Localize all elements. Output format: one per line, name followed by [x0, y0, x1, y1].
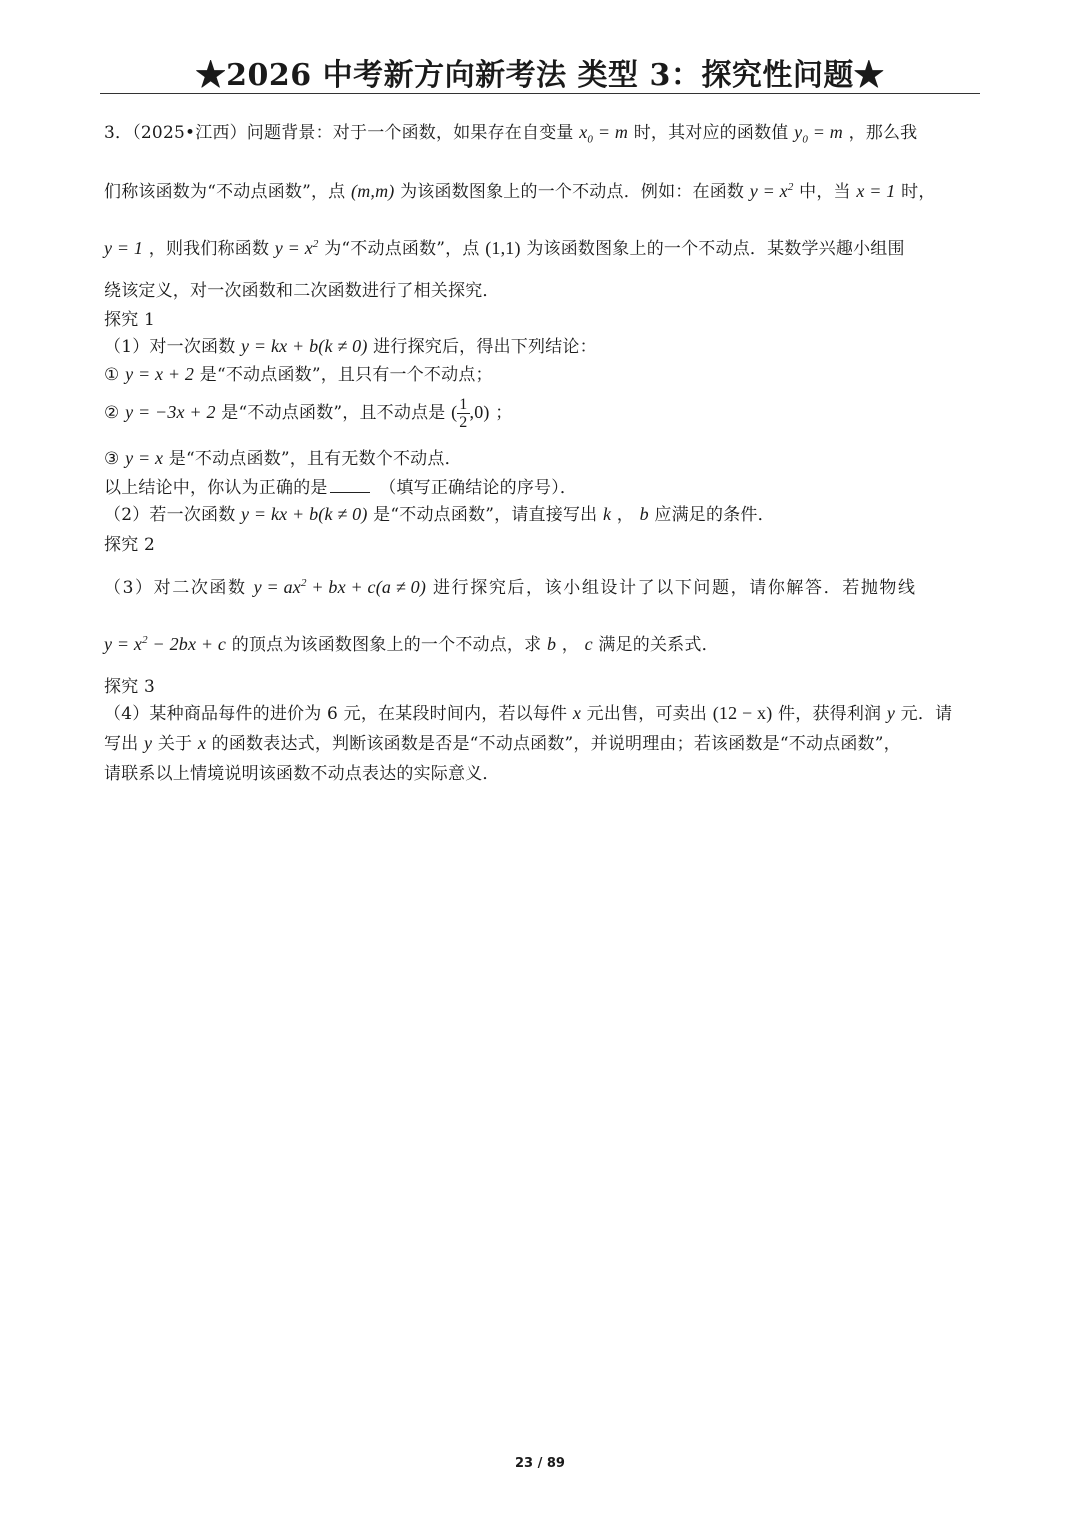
text: 为该函数图象上的一个不动点．某数学兴趣小组围	[526, 239, 905, 259]
page-number: 23 / 89	[515, 1456, 565, 1471]
text: 3．（2025•江西）问题背景：对于一个函数，如果存在自变量	[104, 123, 574, 143]
math-yx2: $y = x^2$	[274, 238, 319, 258]
text: 满足的关系式．	[598, 635, 719, 655]
question-4-cont	[104, 729, 901, 754]
answer-prompt	[104, 473, 577, 498]
math-x: x	[197, 733, 207, 753]
header-rule	[100, 93, 980, 94]
text: 是“不动点函数”，且有无数个不动点．	[168, 449, 462, 469]
math-f3: y = x	[125, 448, 164, 468]
text: 关于	[157, 734, 193, 754]
math-b: b	[546, 634, 557, 654]
text: 们称该函数为“不动点函数”，点	[104, 182, 346, 202]
math-y1: y = 1	[104, 238, 144, 258]
intro-line-3	[104, 234, 905, 259]
text: 为该函数图象上的一个不动点．例如：在函数	[400, 182, 745, 202]
text: （1）对一次函数	[104, 337, 236, 357]
conclusion-2	[104, 396, 512, 431]
intro-line-2	[104, 177, 936, 202]
text: 中，当	[799, 182, 851, 202]
text: 时，	[901, 182, 936, 202]
text: 进行探究后，该小组设计了以下问题，请你解答．若抛物线	[433, 578, 917, 598]
text: ，	[561, 635, 579, 655]
math-point-11: (1,1)	[485, 238, 521, 258]
text: 写出	[104, 734, 139, 754]
text: ，则我们称函数	[148, 239, 270, 259]
question-3-cont	[104, 630, 719, 655]
point-tail: ,0)	[469, 402, 490, 422]
explore1-title: 探究 1	[104, 310, 156, 330]
intro-line-1	[104, 118, 917, 146]
text: 以上结论中，你认为正确的是	[104, 478, 328, 498]
text: （2）若一次函数	[104, 505, 236, 525]
explore2-title: 探究 2	[104, 535, 156, 555]
text: （3）对二次函数	[104, 578, 247, 598]
page-title: ★2026 中考新方向新考法 类型 3：探究性问题★	[195, 58, 885, 93]
math-f2: y = −3x + 2	[125, 402, 216, 422]
text: ，那么我	[848, 123, 918, 143]
math-yx2: $y = x^2$	[749, 181, 794, 201]
question-4	[104, 699, 952, 724]
math-x: x	[572, 703, 582, 723]
text: 时，其对应的函数值	[633, 123, 789, 143]
paren: (	[451, 402, 458, 422]
circled-3: ③	[104, 449, 120, 469]
text: （填写正确结论的序号）．	[379, 478, 578, 498]
math-12-minus-x: (12 − x)	[712, 703, 773, 723]
text: 件，获得利润	[778, 704, 882, 724]
intro-line-4: 绕该定义，对一次函数和二次函数进行了相关探究．	[104, 281, 500, 301]
conclusion-1	[104, 360, 493, 385]
question-4-end: 请联系以上情境说明该函数不动点表达的实际意义．	[104, 764, 500, 784]
text: 是“不动点函数”，且只有一个不动点；	[199, 365, 493, 385]
text: 元．请	[900, 704, 953, 724]
text: ，	[616, 505, 634, 525]
text: 为“不动点函数”，点	[324, 239, 480, 259]
math-quadratic: $y = ax^2$ + bx + c(a ≠ 0)	[253, 577, 427, 597]
math-parabola: $y = x^2 - 2bx + c$	[104, 634, 227, 654]
math-y: y	[886, 703, 896, 723]
math-linear: y = kx + b(k ≠ 0)	[241, 504, 368, 524]
math-point-mm: (m,m)	[351, 181, 395, 201]
circled-1: ①	[104, 365, 120, 385]
math-f1: y = x + 2	[125, 364, 195, 384]
explore3-title: 探究 3	[104, 677, 156, 697]
text: 应满足的条件．	[654, 505, 775, 525]
math-linear: y = kx + b(k ≠ 0)	[241, 336, 368, 356]
text: 的顶点为该函数图象上的一个不动点，求	[231, 635, 542, 655]
math-b: b	[639, 504, 649, 524]
text: （4）某种商品每件的进价为 6 元，在某段时间内，若以每件	[104, 704, 568, 724]
math-y0: $y_0 = m$	[794, 122, 843, 146]
question-3	[104, 573, 917, 598]
fraction-one-half: $\frac{1}{2}$	[459, 396, 468, 431]
math-y: y	[144, 733, 153, 753]
question-2	[104, 500, 775, 525]
text: 元出售，可卖出	[586, 704, 708, 724]
circled-2: ②	[104, 403, 120, 423]
text: 是“不动点函数”，且不动点是	[221, 403, 446, 423]
text: ；	[495, 403, 513, 423]
math-k: k	[602, 504, 612, 524]
question-1	[104, 332, 597, 357]
text: 是“不动点函数”，请直接写出	[373, 505, 598, 525]
math-x0: $x_0 = m$	[579, 122, 629, 146]
text: 进行探究后，得出下列结论：	[373, 337, 597, 357]
math-c: c	[584, 634, 593, 654]
answer-blank[interactable]	[330, 492, 370, 493]
math-x1: x = 1	[856, 181, 896, 201]
conclusion-3	[104, 444, 462, 469]
text: 的函数表达式，判断该函数是否是“不动点函数”，并说明理由；若该函数是“不动点函数”，	[211, 734, 901, 754]
